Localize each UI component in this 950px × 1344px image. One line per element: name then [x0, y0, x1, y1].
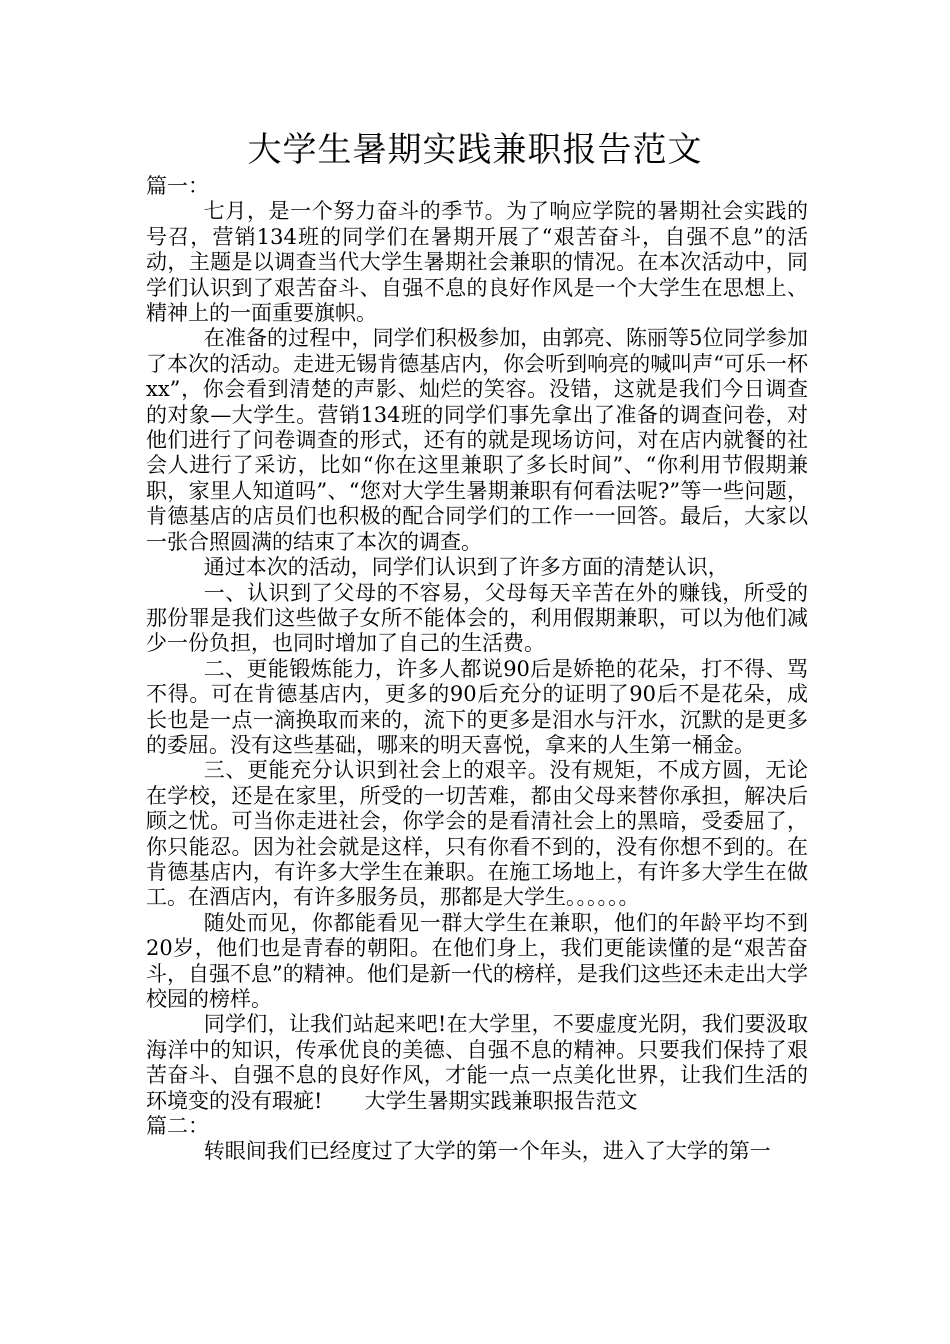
paragraph-last — [146, 1012, 808, 1114]
paragraph: 通过本次的活动，同学们认识到了许多方面的清楚认识， — [203, 555, 729, 580]
section-label-2: 篇二： — [146, 1114, 209, 1139]
paragraph: 在准备的过程中，同学们积极参加，由郭亮、陈丽等5位同学参加了本次的活动。走进无锡肯德基店内，你会听到响亮的喊叫声“可乐一杯xx”，你会看到清楚的声影、灿烂的笑容。没错，这就是我们今日调查的对象—大学生。营销134班的同学们事先拿出了准备的调查问卷，对他们进行了问卷调查的形式，还有的就是现场访问，对在店内就餐的社会人进行了采访，比如“你在这里兼职了多长时间”、“你利用节假期兼职，家里人知道吗”、“您对大学生暑期兼职有何看法呢?”等一些问题，肯德基店的店员们也积极的配合同学们的工作一一回答。最后，大家以一张合照圆满的结束了本次的调查。 — [146, 326, 808, 554]
inline-title: 大学生暑期实践兼职报告范文 — [364, 1088, 638, 1113]
paragraph: 转眼间我们已经度过了大学的第一个年头，进入了大学的第一 — [203, 1139, 771, 1164]
paragraph: 二、更能锻炼能力，许多人都说90后是娇艳的花朵，打不得、骂不得。可在肯德基店内，更多的90后充分的证明了90后不是花朵，成长也是一点一滴换取而来的，流下的更多是泪水与汗水，沉默的是更多的委屈。没有这些基础，哪来的明天喜悦，拿来的人生第一桶金。 — [146, 656, 808, 757]
paragraph: 随处而见，你都能看见一群大学生在兼职，他们的年龄平均不到20岁，他们也是青春的朝阳。在他们身上，我们更能读懂的是“艰苦奋斗，自强不息”的精神。他们是新一代的榜样，是我们这些还未走出大学校园的榜样。 — [146, 910, 808, 1011]
document-body — [146, 174, 808, 1165]
paragraph: 七月，是一个努力奋斗的季节。为了响应学院的暑期社会实践的号召，营销134班的同学们在暑期开展了“艰苦奋斗，自强不息”的活动，主题是以调查当代大学生暑期社会兼职的情况。在本次活动中，同学们认识到了艰苦奋斗、自强不息的良好作风是一个大学生在思想上、精神上的一面重要旗帜。 — [146, 199, 808, 326]
paragraph: 一、认识到了父母的不容易，父母每天辛苦在外的赚钱，所受的那份罪是我们这些做子女所不能体会的，利用假期兼职，可以为他们减少一份负担，也同时增加了自己的生活费。 — [146, 580, 808, 656]
paragraph: 三、更能充分认识到社会上的艰辛。没有规矩，不成方圆，无论在学校，还是在家里，所受的一切苦难，都由父母来替你承担，解决后顾之忧。可当你走进社会，你学会的是看清社会上的黑暗，受委屈了，你只能忍。因为社会就是这样，只有你看不到的，没有你想不到的。在肯德基店内，有许多大学生在兼职。在施工场地上，有许多大学生在做工。在酒店内，有许多服务员，那都是大学生。。。。。。 — [146, 758, 808, 910]
paragraph-text: 同学们，让我们站起来吧!在大学里，不要虚度光阴，我们要汲取海洋中的知识，传承优良的美德、自强不息的精神。只要我们保持了艰苦奋斗、自强不息的良好作风，才能一点一点美化世界，让我们生活的环境变的没有瑕疵! — [146, 1012, 808, 1113]
section-label-1: 篇一： — [146, 174, 209, 198]
document-title: 大学生暑期实践兼职报告范文 — [247, 130, 703, 170]
